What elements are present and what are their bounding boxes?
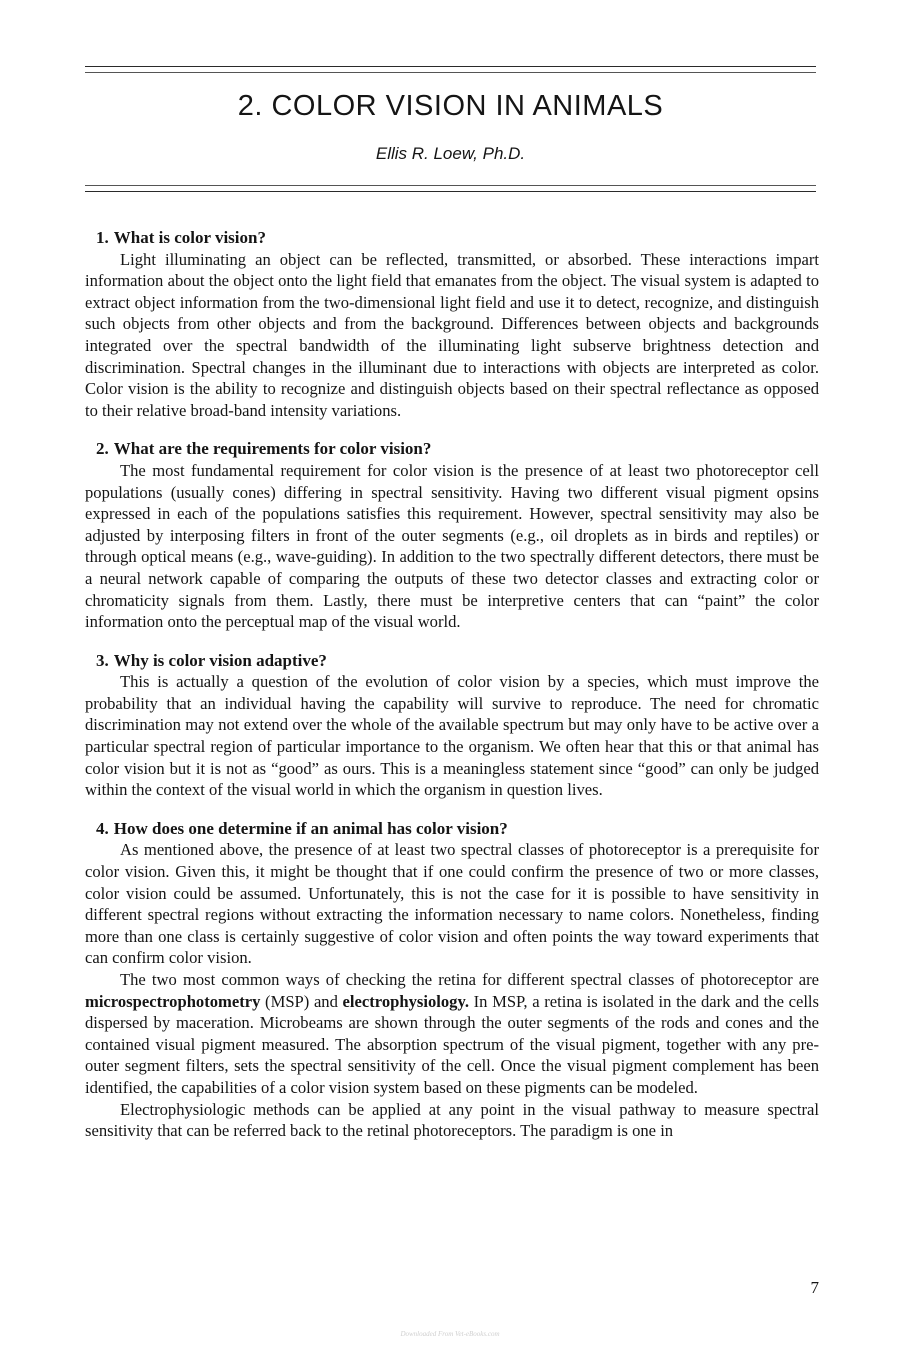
watermark: Downloaded From Vet-eBooks.com [400, 1330, 500, 1338]
question-number: 2. [96, 439, 109, 459]
page-number: 7 [810, 1278, 819, 1297]
paragraph-text: (MSP) and [260, 991, 343, 1011]
bold-term: microspectrophotometry [85, 991, 261, 1011]
question-section [85, 818, 819, 1142]
question-heading [85, 438, 819, 460]
body-paragraph [85, 460, 819, 633]
header-rule-top-thin [85, 72, 816, 73]
question-heading [85, 227, 819, 249]
paragraph-text: The most fundamental requirement for color vision is the presence of at least two photoreceptor cell populations (usually cones) differing in spectral sensitivity. Having two different visual pigment opsins expressed in each of the populations satisfies this requirement. However, spectral sensitivity may also be adjusted by interposing filters in front of the outer segments (e.g., oil droplets as in birds and reptiles) or through optical means (e.g., wave-guiding). In addition to the two spectrally different detectors, there must be a neural network capable of comparing the outputs of these two detector classes and extracting color or chromaticity signals from them. Lastly, there must be interpretive centers that can “paint” the color information onto the perceptual map of the visual world. [85, 460, 819, 632]
question-number: 1. [96, 228, 109, 247]
bold-term: electrophysiology. [342, 991, 469, 1011]
question-text: How does one determine if an animal has color vision? [113, 818, 508, 838]
question-section [85, 227, 819, 421]
question-heading [85, 650, 819, 672]
author-name: Ellis R. Loew, Ph.D. [375, 144, 526, 163]
paragraph-text: Light illuminating an object can be reflected, transmitted, or absorbed. These interactions impart information about the object onto the light field that emanates from the object. The visual system is adapted to extract object information from the two-dimensional light field and use it to detect, recognize, and distinguish such objects from other objects and from the background. Differences between objects and backgrounds integrated over the spectral bandwidth of the illuminating light subserve brightness detection and discrimination. Spectral changes in the illuminant due to interactions with objects are interpreted as color. Color vision is the ability to recognize and distinguish objects based on their spectral reflectance as opposed to their relative broad-band intensity variations. [85, 249, 819, 420]
body-paragraph [85, 839, 819, 969]
chapter-title: 2. COLOR VISION IN ANIMALS [237, 90, 664, 122]
question-text: What are the requirements for color vision? [113, 439, 432, 459]
body-paragraph [85, 1099, 819, 1142]
paragraph-text: In MSP, a retina is isolated in the dark and the cells dispersed by maceration. Microbeams are shown through the outer segments of the rods and cones and the contained visual pigment measured. The absorption spectrum of the visual pigment, together with any pre-outer segment filters, sets the spectral sensitivity of the cell. Once the visual pigment complement has been identified, the capabilities of a color vision system based on these pigments can be modeled. [85, 991, 819, 1097]
header-rule-top [85, 66, 816, 67]
body-paragraph [85, 969, 819, 1099]
paragraph-text: As mentioned above, the presence of at least two spectral classes of photoreceptor is a prerequisite for color vision. Given this, it might be thought that if one could confirm the presence of two or more classes, color vision could be assumed. Unfortunately, this is not the case for it is possible to have sensitivity in different spectral regions without extracting the information necessary to name colors. Nonetheless, finding more than one class is certainly suggestive of color vision and often points the way toward experiments that can confirm color vision. [85, 840, 819, 968]
question-section [85, 650, 819, 801]
body-paragraph [85, 671, 819, 801]
document-body [85, 227, 819, 1159]
header-rule-bottom-thin [85, 185, 816, 186]
paragraph-text: The two most common ways of checking the retina for different spectral classes of photoreceptor are [120, 970, 819, 989]
question-section [85, 438, 819, 632]
paragraph-text: Electrophysiologic methods can be applied at any point in the visual pathway to measure spectral sensitivity that can be referred back to the retinal photoreceptors. The paradigm is one in [85, 1099, 819, 1141]
question-number: 3. [96, 650, 109, 670]
question-number: 4. [96, 818, 109, 838]
header-rule-bottom [85, 191, 816, 192]
question-text: What is color vision? [113, 228, 266, 247]
question-text: Why is color vision adaptive? [113, 650, 327, 670]
question-heading [85, 818, 819, 840]
body-paragraph [85, 249, 819, 422]
paragraph-text: This is actually a question of the evolution of color vision by a species, which must improve the probability that an individual having the capability will survive to reproduce. The need for chromatic discrimination may not extend over the whole of the available spectrum but may only have to be active over a particular spectral region of particular importance to the organism. We often hear that this or that animal has color vision but it is not as “good” as ours. This is a meaningless statement since “good” can only be judged within the context of the visual world in which the organism in question lives. [85, 672, 819, 800]
